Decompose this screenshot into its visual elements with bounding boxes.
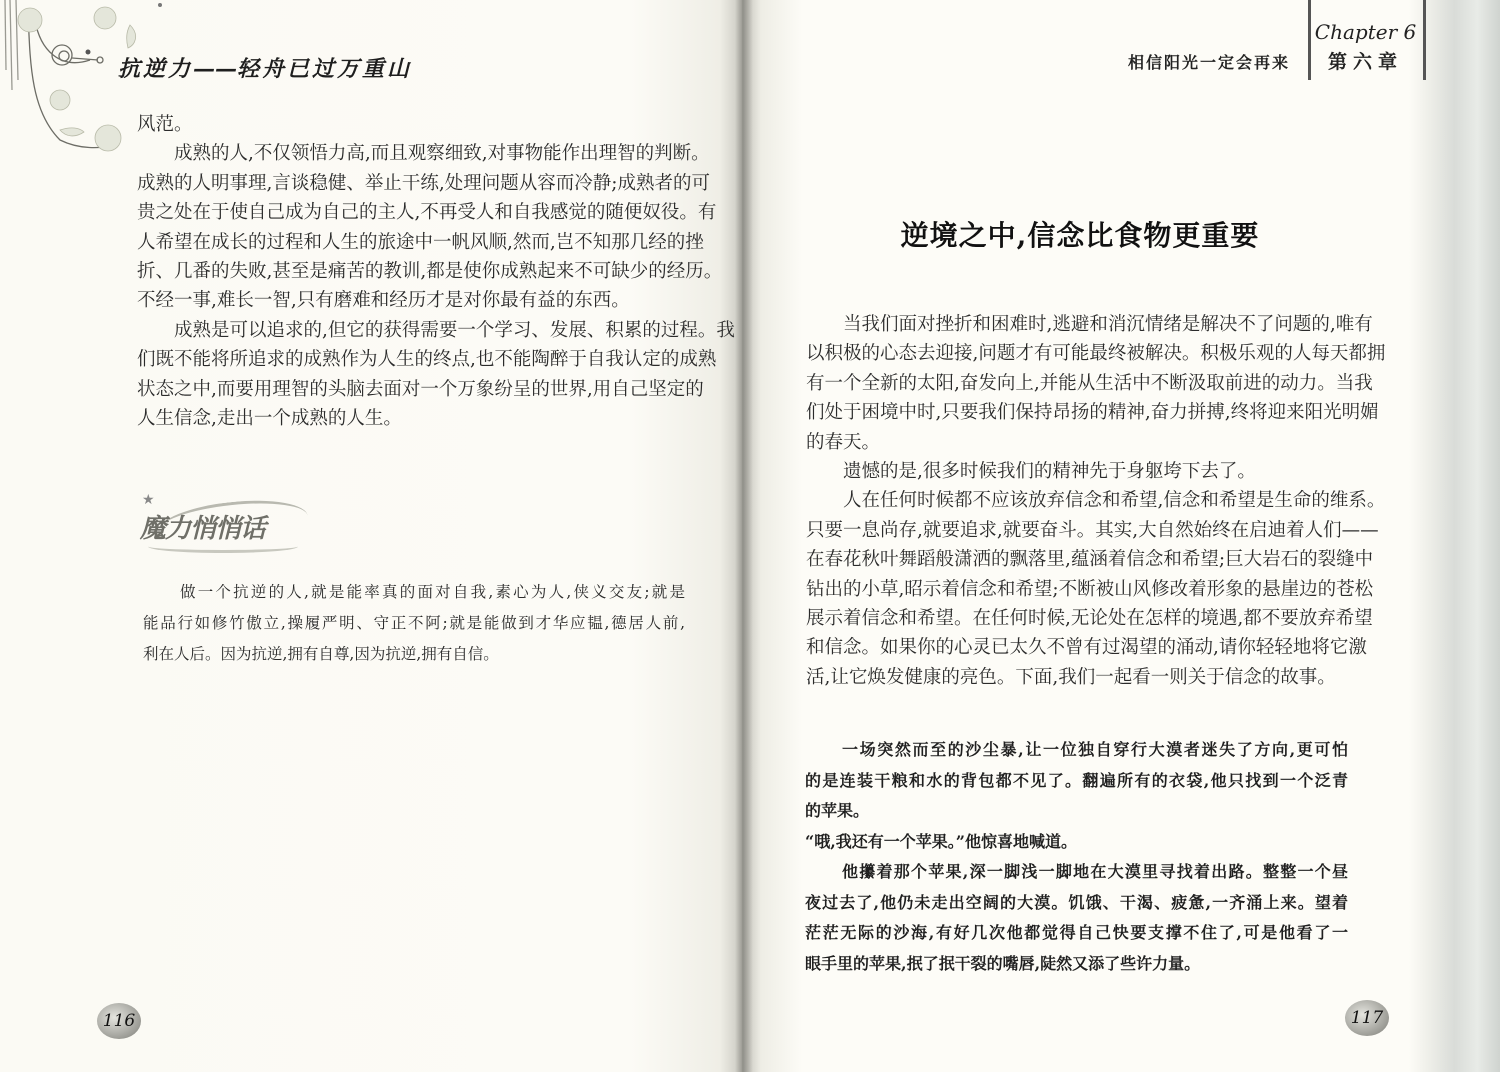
text-line: 人在任何时候都不应该放弃信念和希望,信念和希望是生命的维系。 xyxy=(843,490,1386,512)
text-line: 成熟的人,不仅领悟力高,而且观察细致,对事物能作出理智的判断。 xyxy=(174,143,710,165)
story-text xyxy=(805,735,1348,979)
text-line: 们处于困境中时,只要我们保持昂扬的精神,奋力拼搏,终将迎来阳光明媚 xyxy=(806,402,1379,424)
text-line: 活,让它焕发健康的亮色。下面,我们一起看一则关于信念的故事。 xyxy=(806,666,1336,688)
text-line: 在春花秋叶舞蹈般潇洒的飘落里,蕴涵着信念和希望;巨大岩石的裂缝中 xyxy=(806,549,1374,571)
magic-whisper-text xyxy=(143,577,685,670)
text-line: 人希望在成长的过程和人生的旅途中一帆风顺,然而,岂不知那几经的挫 xyxy=(137,231,704,253)
text-line: 夜过去了,他仍未走出空阔的大漠。饥饿、干渴、疲惫,一齐涌上来。望着 xyxy=(805,892,1348,912)
left-page xyxy=(0,0,742,1072)
text-line: 贵之处在于使自己成为自己的主人,不再受人和自我感觉的随便奴役。有 xyxy=(137,202,717,224)
left-body-text xyxy=(137,110,735,433)
page-number-right: 117 xyxy=(1345,1000,1389,1036)
text-line: 的是连装干粮和水的背包都不见了。翻遍所有的衣袋,他只找到一个泛青 xyxy=(805,770,1348,790)
text-line: 展示着信念和希望。在任何时候,无论处在怎样的境遇,都不要放弃希望 xyxy=(806,608,1373,630)
running-header-right: 相信阳光一定会再来 xyxy=(1128,53,1291,72)
text-line: 的苹果。 xyxy=(805,801,870,820)
book-title: 抗逆力 xyxy=(118,56,194,82)
title-dash: —— xyxy=(193,56,238,82)
text-line: 人生信念,走出一个成熟的人生。 xyxy=(137,408,402,430)
text-line: 能品行如修竹傲立,操履严明、守正不阿;就是能做到才华应韫,德居人前, xyxy=(143,614,685,632)
text-line: 遗憾的是,很多时候我们的精神先于身躯垮下去了。 xyxy=(843,461,1256,483)
text-line: “哦,我还有一个苹果。”他惊喜地喊道。 xyxy=(805,831,1077,851)
star-icon: ★ xyxy=(142,492,155,508)
book-gutter xyxy=(735,0,753,1072)
text-line: 他攥着那个苹果,深一脚浅一脚地在大漠里寻找着出路。整整一个昼 xyxy=(842,862,1348,881)
text-line: 眼手里的苹果,抿了抿干裂的嘴唇,陡然又添了些许力量。 xyxy=(805,953,1201,973)
text-line: 钻出的小草,昭示着信念和希望;不断被山风修改着形象的悬崖边的苍松 xyxy=(806,578,1374,600)
text-line: 们既不能将所追求的成熟作为人生的终点,也不能陶醉于自我认定的成熟 xyxy=(137,349,717,371)
text-line: 以积极的心态去迎接,问题才有可能最终被解决。积极乐观的人每天都拥 xyxy=(806,343,1386,365)
right-body-text xyxy=(806,310,1386,692)
text-line: 利在人后。因为抗逆,拥有自尊,因为抗逆,拥有自信。 xyxy=(143,645,499,663)
page-number-left: 116 xyxy=(97,1003,141,1039)
text-line: 当我们面对挫折和困难时,逃避和消沉情绪是解决不了问题的,唯有 xyxy=(843,314,1373,335)
section-title: 逆境之中,信念比食物更重要 xyxy=(900,219,1260,252)
text-line: 成熟是可以追求的,但它的获得需要一个学习、发展、积累的过程。我 xyxy=(174,319,735,341)
chapter-label-en: Chapter 6 xyxy=(1314,20,1417,44)
running-header-left xyxy=(118,52,412,83)
book-subtitle: 轻舟已过万重山 xyxy=(237,56,413,82)
text-line: 做一个抗逆的人,就是能率真的面对自我,素心为人,侠义交友;就是 xyxy=(180,583,685,601)
text-line: 状态之中,而要用理智的头脑去面对一个万象纷呈的世界,用自己坚定的 xyxy=(137,378,704,400)
text-line: 风范。 xyxy=(137,114,193,135)
chapter-label-zh: 第六章 xyxy=(1327,51,1403,73)
text-line: 只要一息尚存,就要追求,就要奋斗。其实,大自然始终在启迪着人们—— xyxy=(806,519,1379,541)
text-line: 折、几番的失败,甚至是痛苦的教训,都是使你成熟起来不可缺少的经历。 xyxy=(137,261,723,283)
magic-whisper-logo xyxy=(138,492,308,556)
text-line: 和信念。如果你的心灵已太久不曾有过渴望的涌动,请你轻轻地将它激 xyxy=(806,637,1367,659)
text-line: 成熟的人明事理,言谈稳健、举止干练,处理问题从容而冷静;成熟者的可 xyxy=(137,172,710,194)
text-line: 有一个全新的太阳,奋发向上,并能从生活中不断汲取前进的动力。当我 xyxy=(806,372,1373,394)
text-line: 一场突然而至的沙尘暴,让一位独自穿行大漠者迷失了方向,更可怕 xyxy=(842,740,1348,759)
text-line: 茫茫无际的沙海,有好几次他都觉得自己快要支撑不住了,可是他看了一 xyxy=(805,923,1348,942)
text-line: 的春天。 xyxy=(806,431,881,453)
text-line: 不经一事,难长一智,只有磨难和经历才是对你最有益的东西。 xyxy=(137,290,630,312)
magic-whisper-logo-text: 魔力悄悄话 xyxy=(140,514,266,544)
